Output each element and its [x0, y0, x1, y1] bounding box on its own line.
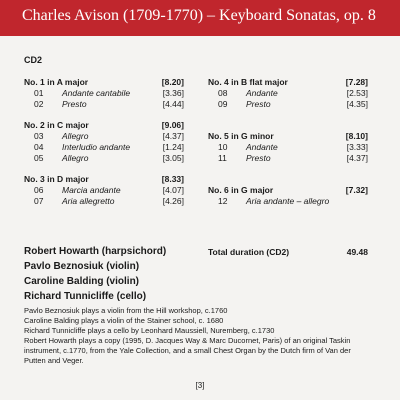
track-title: Aria allegretto [62, 196, 115, 206]
track-duration: [4.44] [162, 99, 184, 109]
track-title: Andante [246, 88, 278, 98]
track-title: Andante [246, 142, 278, 152]
track-title: Marcia andante [62, 185, 121, 195]
work-block-4 [208, 77, 368, 107]
note-line: Robert Howarth plays a copy (1995, D. Jacques Way & Marc Ducornet, Paris) of an original Taskin instrument, c.1770, from the Yale Collection, and a small Chest Organ by the Dutch firm of Van der Putten and Veger. [24, 336, 351, 365]
track-title: Interludio andante [62, 142, 131, 152]
track-number: 07 [34, 196, 44, 206]
track-number: 10 [218, 142, 228, 152]
header-banner [0, 0, 400, 36]
track-title: Allegro [62, 131, 89, 141]
track-number: 11 [218, 153, 227, 163]
track-duration: [1.24] [162, 142, 184, 152]
performer: Caroline Balding (violin) [24, 276, 140, 287]
track-duration: [2.53] [346, 88, 368, 98]
track-title: Andante cantabile [62, 88, 131, 98]
note-line: Richard Tunnicliffe plays a cello by Leonhard Maussiell, Nuremberg, c.1730 [24, 326, 275, 335]
track-duration: [3.05] [162, 153, 184, 163]
work-duration: [7.32] [345, 185, 368, 195]
track-number: 03 [34, 131, 44, 141]
track-number: 12 [218, 196, 228, 206]
work-duration: [8.10] [345, 131, 368, 141]
track-number: 06 [34, 185, 44, 195]
page-title: Charles Avison (1709-1770) – Keyboard Sonatas, op. 8 [22, 7, 376, 24]
total-duration-label: Total duration (CD2) [208, 247, 290, 257]
work-title: No. 4 in B flat major [208, 77, 288, 87]
track-number: 05 [34, 153, 44, 163]
work-title: No. 6 in G major [208, 185, 274, 195]
track-title: Allegro [62, 153, 89, 163]
track-title: Presto [246, 153, 271, 163]
track-duration: [4.35] [346, 99, 368, 109]
track-duration: [4.37] [162, 131, 184, 141]
work-title: No. 1 in A major [24, 77, 89, 87]
track-number: 01 [34, 88, 44, 98]
note-line: Pavlo Beznosiuk plays a violin from the Hill workshop, c.1760 [24, 306, 228, 315]
instrument-notes [24, 306, 374, 366]
work-block-3 [24, 174, 184, 204]
performer-list [24, 244, 166, 304]
work-duration: [8.20] [161, 77, 184, 87]
work-duration: [7.28] [345, 77, 368, 87]
track-number: 08 [218, 88, 228, 98]
total-duration-value: 49.48 [346, 247, 368, 257]
cd-label: CD2 [24, 55, 43, 65]
track-duration: [3.36] [162, 88, 184, 98]
work-duration: [8.33] [161, 174, 184, 184]
performer: Pavlo Beznosiuk (violin) [24, 261, 140, 272]
track-title: Presto [246, 99, 271, 109]
track-number: 02 [34, 99, 44, 109]
performer: Robert Howarth (harpsichord) [24, 246, 167, 257]
track-duration: [4.37] [346, 153, 368, 163]
work-block-2 [24, 120, 184, 162]
work-block-1 [24, 77, 184, 107]
track-duration: [4.26] [162, 196, 184, 206]
note-line: Caroline Balding plays a violin of the Stainer school, c. 1680 [24, 316, 224, 325]
page-number: [3] [195, 381, 205, 390]
work-title: No. 3 in D major [24, 174, 89, 184]
track-title: Aria andante – allegro [246, 196, 330, 206]
work-title: No. 2 in C major [24, 120, 89, 130]
work-block-5 [208, 131, 368, 161]
work-title: No. 5 in G minor [208, 131, 274, 141]
track-number: 09 [218, 99, 228, 109]
work-duration: [9.06] [161, 120, 184, 130]
work-block-6 [208, 185, 368, 205]
performer: Richard Tunnicliffe (cello) [24, 291, 147, 302]
track-duration: [3.33] [346, 142, 368, 152]
track-number: 04 [34, 142, 44, 152]
track-title: Presto [62, 99, 87, 109]
track-duration: [4.07] [162, 185, 184, 195]
